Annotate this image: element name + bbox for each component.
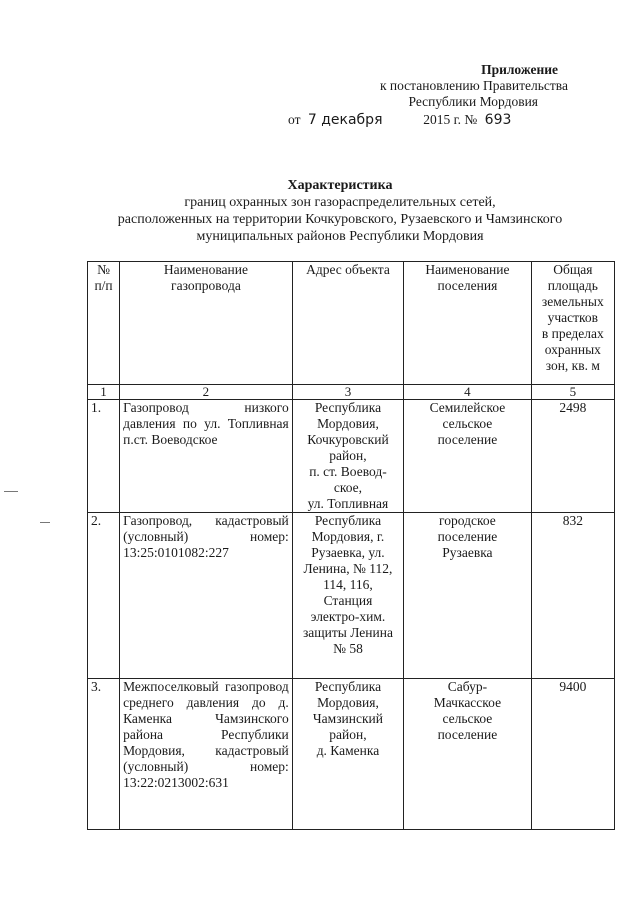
- row-number: 3.: [88, 679, 120, 830]
- table-row: [88, 400, 615, 513]
- table-row: [88, 679, 615, 830]
- scan-artifact: [4, 491, 18, 492]
- gas-network-table: [87, 261, 615, 830]
- row-number: 1.: [88, 400, 120, 513]
- heading-line-2: расположенных на территории Кочкуровского, Рузаевского и Чамзинского: [117, 212, 563, 227]
- date-year: 2015 г. №: [423, 112, 478, 127]
- column-number-row: [88, 385, 615, 400]
- column-number: 4: [404, 385, 531, 400]
- heading-line-3: муниципальных районов Республики Мордовия: [196, 229, 484, 244]
- header-number: № п/п: [88, 262, 120, 385]
- document-heading: [60, 177, 620, 245]
- pipeline-name: Межпоселковый газопровод среднего давления до д. Каменка Чамзинского района Республики Мордовия, кадастровый (условный) номер: 13:22:0213002:631: [120, 679, 293, 830]
- heading-line-1: границ охранных зон газораспределительных сетей,: [184, 195, 496, 210]
- object-address: Республика Мордовия, Чамзинский район, д. Каменка: [292, 679, 403, 830]
- appendix-date: [268, 112, 568, 128]
- date-prefix: от: [288, 112, 301, 127]
- row-number: 2.: [88, 513, 120, 679]
- settlement-name: Сабур- Мачкасское сельское поселение: [404, 679, 531, 830]
- header-address: Адрес объекта: [292, 262, 403, 385]
- settlement-name: городское поселение Рузаевка: [404, 513, 531, 679]
- header-settlement: Наименование поселения: [404, 262, 531, 385]
- appendix-line-1: к постановлению Правительства: [379, 78, 568, 93]
- appendix-block: [268, 62, 568, 128]
- column-number: 5: [531, 385, 614, 400]
- zone-area: 832: [531, 513, 614, 679]
- scan-artifact: [40, 522, 50, 523]
- object-address: Республика Мордовия, Кочкуровский район, п. ст. Воевод- ское, ул. Топливная: [292, 400, 403, 513]
- heading-title: Характеристика: [287, 178, 393, 193]
- column-number: 1: [88, 385, 120, 400]
- header-pipeline-name: Наименование газопровода: [120, 262, 293, 385]
- table-header-row: [88, 262, 615, 385]
- pipeline-name: Газопровод, кадастровый (условный) номер: 13:25:0101082:227: [120, 513, 293, 679]
- settlement-name: Семилейское сельское поселение: [404, 400, 531, 513]
- appendix-title: Приложение: [481, 62, 558, 77]
- header-area: Общая площадь земельных участков в пределах охранных зон, кв. м: [531, 262, 614, 385]
- date-day-month: 7 декабря: [307, 112, 383, 128]
- table-row: [88, 513, 615, 679]
- zone-area: 2498: [531, 400, 614, 513]
- column-number: 2: [120, 385, 293, 400]
- column-number: 3: [292, 385, 403, 400]
- object-address: Республика Мордовия, г. Рузаевка, ул. Ленина, № 112, 114, 116, Станция электро-хим. защиты Ленина № 58: [292, 513, 403, 679]
- zone-area: 9400: [531, 679, 614, 830]
- document-number: 693: [484, 112, 512, 128]
- pipeline-name: Газопровод низкого давления по ул. Топливная п.ст. Воеводское: [120, 400, 293, 513]
- appendix-line-2: Республики Мордовия: [408, 94, 538, 109]
